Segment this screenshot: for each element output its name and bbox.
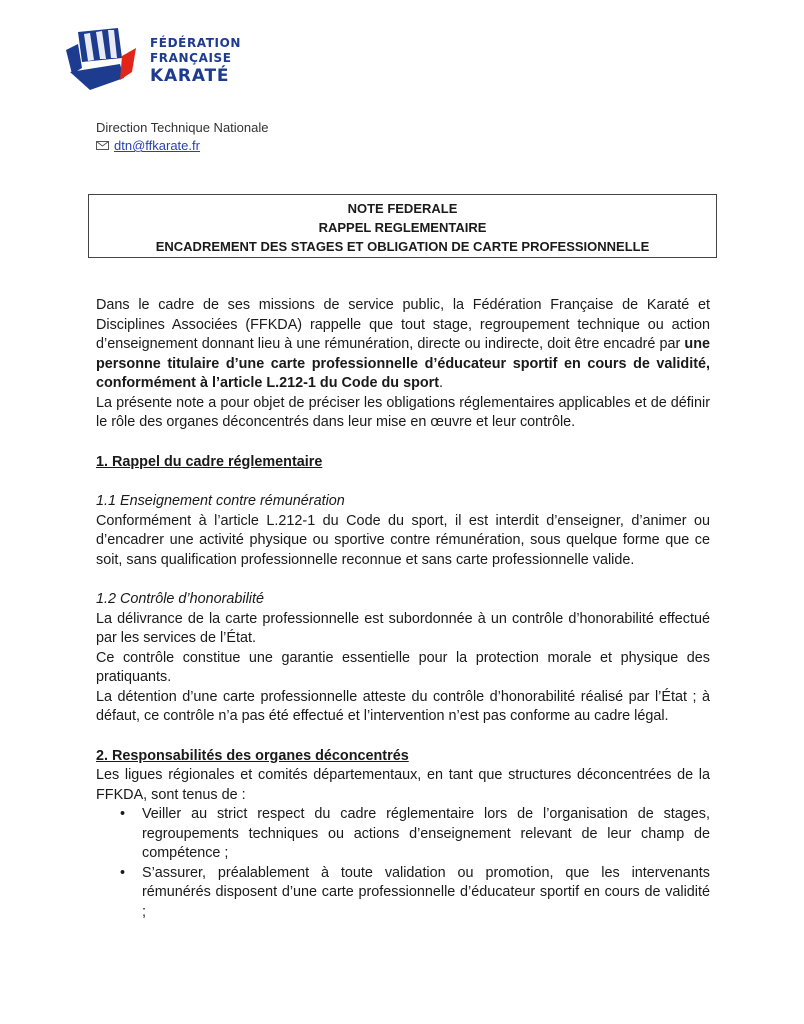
subsection-1-1-title: 1.1 Enseignement contre rémunération [96,493,345,509]
email-link[interactable]: dtn@ffkarate.fr [114,138,200,153]
bullet-icon: • [120,806,126,822]
subsection-1-2-p3: La détention d’une carte professionnelle atteste du contrôle d’honorabilité réalisé par l’État ; à défaut, ce contrôle n’a pas été effectué et l’intervention n’est pas conforme au cadre légal. [96,688,710,724]
list-item-text: Veiller au strict respect du cadre réglementaire lors de l’organisation de stages, regroupements techniques ou actions d’enseignement relevant de leur champ de compétence ; [142,806,710,861]
title-line-2: RAPPEL REGLEMENTAIRE [318,220,487,235]
title-line-3: ENCADREMENT DES STAGES ET OBLIGATION DE CARTE PROFESSIONNELLE [155,239,650,254]
intro-end: . [439,375,444,391]
list-item-text: S’assurer, préalablement à toute validation ou promotion, que les intervenants rémunérés disposent d’une carte professionnelle d’éducateur sportif en cours de validité ; [142,864,710,920]
ffk-logo [60,28,260,98]
bullet-icon: • [120,864,126,881]
title-box [88,194,717,258]
logo-wordmark [150,36,241,86]
karate-logo-mark-icon [60,28,138,94]
intro-bold-text: une personne titulaire d’une carte professionnelle d’éducateur sportif en cours de validité, conformément à l’article L.212-1 du Code du sport [96,336,710,391]
logo-line-2: FRANÇAISE [150,51,232,65]
intro-paragraph-2: La présente note a pour objet de préciser les obligations réglementaires applicables et de définir le rôle des organes déconcentrés dans leur mise en œuvre et leur contrôle. [96,394,710,430]
subsection-1-2-p1: La délivrance de la carte professionnelle est subordonnée à un contrôle d’honorabilité effectué par les services de l’État. [96,610,710,646]
section-1-heading: 1. Rappel du cadre réglementaire [96,453,323,470]
intro-text: Dans le cadre de ses missions de service public, la Fédération Française de Karaté et Disciplines Associées (FFKDA) rappelle que tout stage, regroupement technique ou action d’enseignement donnant lieu à une rémunération, directe ou indirecte, doit être encadré par [96,297,710,352]
department-name: Direction Technique Nationale [96,120,269,135]
section-2-intro: Les ligues régionales et comités départementaux, en tant que structures déconcentrées de la FFKDA, sont tenus de : [96,767,710,803]
title-line-1: NOTE FEDERALE [347,201,458,216]
subsection-1-2-p2: Ce contrôle constitue une garantie essentielle pour la protection morale et physique des pratiquants. [96,649,710,685]
responsibilities-list [96,805,710,922]
list-item [96,864,710,923]
intro-paragraph [96,296,710,394]
subsection-1-1-text: Conformément à l’article L.212-1 du Code du sport, il est interdit d’enseigner, d’animer ou d’encadrer une activité physique ou sportive contre rémunération, sous quelque forme que ce soit, sans qualification professionnelle reconnue et sans carte professionnelle valide. [96,512,710,568]
subsection-1-2-title: 1.2 Contrôle d’honorabilité [96,591,265,607]
section-2-heading: 2. Responsabilités des organes déconcentrés [96,747,409,764]
logo-line-1: FÉDÉRATION [150,36,242,50]
logo-line-3: KARATÉ [150,66,230,86]
email-contact [96,138,200,153]
list-item [96,805,710,864]
document-body [96,296,710,922]
envelope-icon [96,141,109,150]
